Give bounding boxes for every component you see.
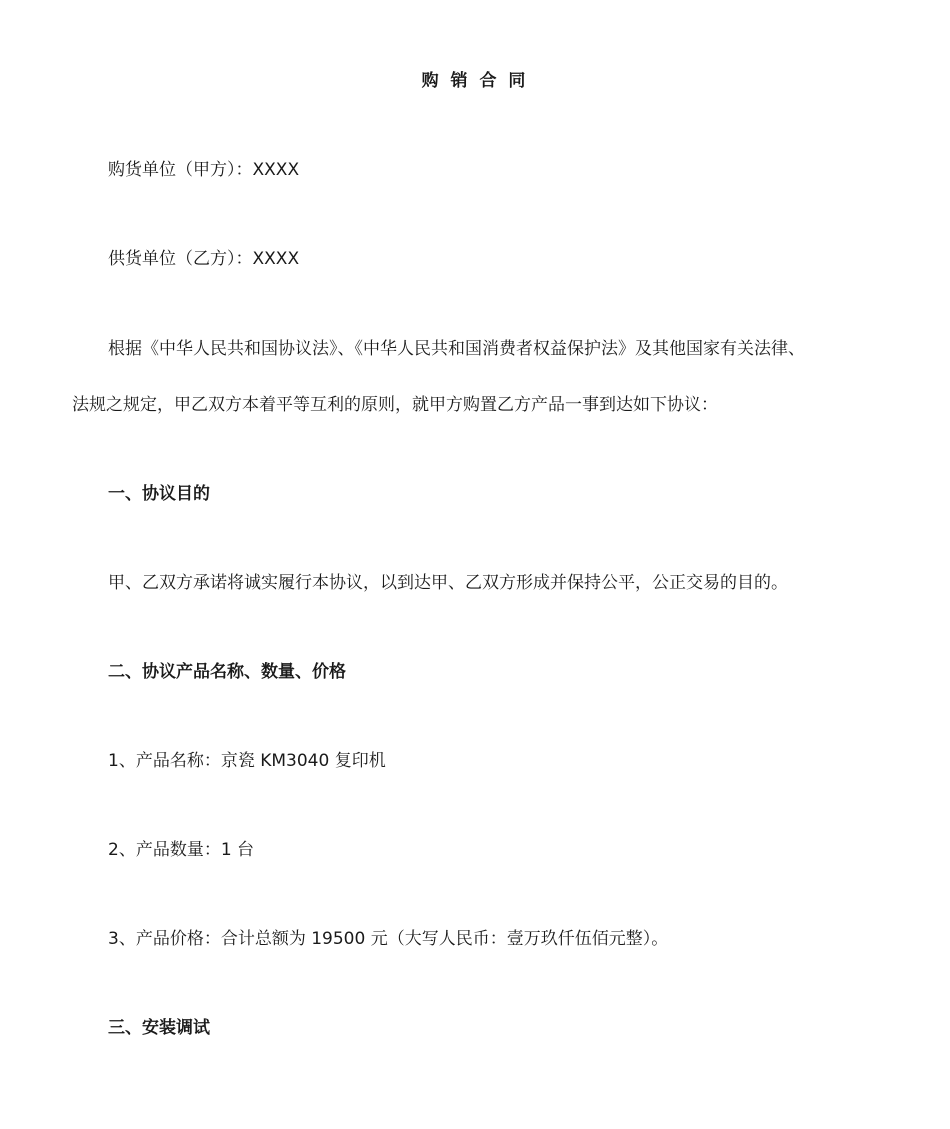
intro-paragraph-line-1: 根据《中华人民共和国协议法》、《中华人民共和国消费者权益保护法》及其他国家有关法律、	[108, 339, 805, 359]
section-heading-installation: 三、安装调试	[108, 1018, 210, 1038]
seller-line: 供货单位（乙方）：XXXX	[108, 249, 300, 269]
buyer-line: 购货单位（甲方）：XXXX	[108, 160, 300, 180]
section-heading-purpose: 一、协议目的	[108, 484, 210, 504]
purpose-paragraph: 甲、乙双方承诺将诚实履行本协议，以到达甲、乙双方形成并保持公平，公正交易的目的。	[108, 573, 788, 593]
document-title: 购 销 合 同	[421, 71, 529, 91]
product-quantity-line: 2、产品数量：1 台	[108, 840, 255, 860]
product-price-line: 3、产品价格：合计总额为 19500 元（大写人民币：壹万玖仟伍佰元整）。	[108, 929, 669, 949]
section-heading-products: 二、协议产品名称、数量、价格	[108, 662, 346, 682]
intro-paragraph-line-2: 法规之规定，甲乙双方本着平等互利的原则，就甲方购置乙方产品一事到达如下协议：	[72, 395, 718, 415]
product-name-line: 1、产品名称：京瓷 KM3040 复印机	[108, 751, 386, 771]
